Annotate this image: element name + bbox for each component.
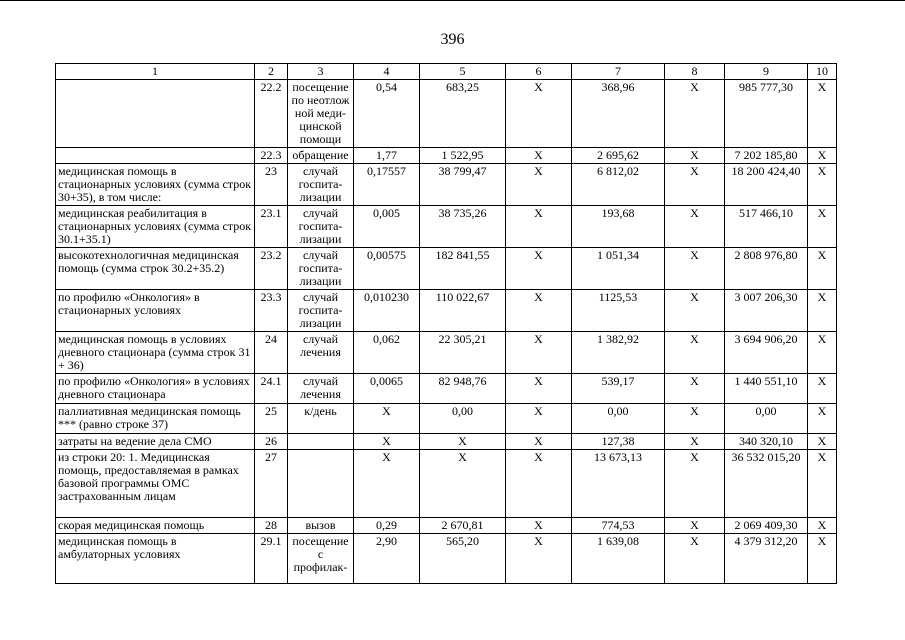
row-value-10: X — [808, 290, 837, 332]
row-value-4: 2,90 — [354, 534, 420, 584]
column-header: 7 — [572, 64, 665, 80]
row-value-8: X — [665, 164, 725, 206]
row-value-7: 13 673,13 — [572, 450, 665, 518]
row-value-6: X — [506, 80, 572, 148]
row-value-9: 7 202 185,80 — [725, 148, 808, 164]
row-value-6: X — [506, 290, 572, 332]
row-unit — [288, 434, 354, 450]
row-value-9: 1 440 551,10 — [725, 374, 808, 404]
top-edge-line — [0, 0, 905, 1]
table-row — [56, 164, 837, 206]
column-header: 9 — [725, 64, 808, 80]
row-number: 23.3 — [255, 290, 288, 332]
row-value-6: X — [506, 164, 572, 206]
budget-table — [55, 63, 837, 584]
row-value-7: 6 812,02 — [572, 164, 665, 206]
row-number: 27 — [255, 450, 288, 518]
row-value-5: 683,25 — [420, 80, 506, 148]
row-number: 24.1 — [255, 374, 288, 404]
row-value-8: X — [665, 534, 725, 584]
table-header-row — [56, 64, 837, 80]
row-number: 25 — [255, 404, 288, 434]
table-row — [56, 518, 837, 534]
row-number: 23.2 — [255, 248, 288, 290]
table-row — [56, 148, 837, 164]
row-value-4: 0,005 — [354, 206, 420, 248]
row-value-4: X — [354, 404, 420, 434]
row-value-7: 0,00 — [572, 404, 665, 434]
row-value-10: X — [808, 206, 837, 248]
table-row — [56, 374, 837, 404]
row-value-5: 22 305,21 — [420, 332, 506, 374]
row-value-9: 0,00 — [725, 404, 808, 434]
row-number: 22.3 — [255, 148, 288, 164]
row-value-5: 38 735,26 — [420, 206, 506, 248]
row-value-4: 0,54 — [354, 80, 420, 148]
column-header: 6 — [506, 64, 572, 80]
row-value-9: 4 379 312,20 — [725, 534, 808, 584]
row-value-9: 517 466,10 — [725, 206, 808, 248]
row-value-6: X — [506, 534, 572, 584]
row-value-6: X — [506, 248, 572, 290]
row-number: 22.2 — [255, 80, 288, 148]
row-value-6: X — [506, 206, 572, 248]
row-value-10: X — [808, 534, 837, 584]
page-number: 396 — [440, 31, 465, 48]
row-value-7: 1125,53 — [572, 290, 665, 332]
row-unit: вызов — [288, 518, 354, 534]
row-value-9: 3 694 906,20 — [725, 332, 808, 374]
table-row — [56, 404, 837, 434]
row-value-8: X — [665, 332, 725, 374]
row-unit: к/день — [288, 404, 354, 434]
row-unit: случай госпита- лизации — [288, 164, 354, 206]
row-value-5: 1 522,95 — [420, 148, 506, 164]
row-value-4: 0,17557 — [354, 164, 420, 206]
row-value-10: X — [808, 248, 837, 290]
row-value-7: 127,38 — [572, 434, 665, 450]
row-value-4: 0,0065 — [354, 374, 420, 404]
row-value-4: 0,010230 — [354, 290, 420, 332]
table-row — [56, 80, 837, 148]
table-row — [56, 290, 837, 332]
row-value-8: X — [665, 206, 725, 248]
row-value-8: X — [665, 80, 725, 148]
row-value-7: 1 382,92 — [572, 332, 665, 374]
column-header: 3 — [288, 64, 354, 80]
row-description — [56, 148, 255, 164]
row-value-6: X — [506, 148, 572, 164]
row-unit: случай лечения — [288, 332, 354, 374]
row-value-9: 3 007 206,30 — [725, 290, 808, 332]
row-unit — [288, 450, 354, 518]
row-value-9: 2 069 409,30 — [725, 518, 808, 534]
row-value-5: 82 948,76 — [420, 374, 506, 404]
row-value-7: 1 639,08 — [572, 534, 665, 584]
row-number: 23.1 — [255, 206, 288, 248]
column-header: 10 — [808, 64, 837, 80]
row-value-8: X — [665, 374, 725, 404]
row-value-5: 110 022,67 — [420, 290, 506, 332]
row-unit: случай госпита- лизации — [288, 248, 354, 290]
row-unit: случай госпита- лизации — [288, 206, 354, 248]
column-header: 2 — [255, 64, 288, 80]
row-description: медицинская помощь в условиях дневного стационара (сумма строк 31 + 36) — [56, 332, 255, 374]
row-number: 23 — [255, 164, 288, 206]
table-row — [56, 534, 837, 584]
row-unit: случай госпита- лизации — [288, 290, 354, 332]
row-unit: обращение — [288, 148, 354, 164]
row-value-8: X — [665, 518, 725, 534]
row-value-9: 18 200 424,40 — [725, 164, 808, 206]
row-description: по профилю «Онкология» в стационарных условиях — [56, 290, 255, 332]
row-value-10: X — [808, 148, 837, 164]
row-value-4: X — [354, 434, 420, 450]
row-description: затраты на ведение дела СМО — [56, 434, 255, 450]
row-value-6: X — [506, 450, 572, 518]
row-unit: посещение по неотлож ной меди- цинской помощи — [288, 80, 354, 148]
row-number: 29.1 — [255, 534, 288, 584]
row-value-9: 2 808 976,80 — [725, 248, 808, 290]
row-value-6: X — [506, 332, 572, 374]
column-header: 1 — [56, 64, 255, 80]
row-description: паллиативная медицинская помощь *** (равно строке 37) — [56, 404, 255, 434]
row-value-6: X — [506, 374, 572, 404]
row-value-7: 2 695,62 — [572, 148, 665, 164]
column-header: 5 — [420, 64, 506, 80]
row-value-5: 38 799,47 — [420, 164, 506, 206]
row-value-5: 182 841,55 — [420, 248, 506, 290]
row-value-7: 539,17 — [572, 374, 665, 404]
row-value-4: 0,00575 — [354, 248, 420, 290]
table-row — [56, 206, 837, 248]
row-value-7: 193,68 — [572, 206, 665, 248]
row-number: 28 — [255, 518, 288, 534]
row-number: 24 — [255, 332, 288, 374]
row-value-6: X — [506, 404, 572, 434]
row-value-10: X — [808, 404, 837, 434]
row-description: из строки 20: 1. Медицинская помощь, предоставляемая в рамках базовой программы ОМС застрахованным лицам — [56, 450, 255, 518]
row-value-7: 368,96 — [572, 80, 665, 148]
row-description: медицинская помощь в амбулаторных условиях — [56, 534, 255, 584]
row-description: по профилю «Онкология» в условиях дневного стационара — [56, 374, 255, 404]
row-value-8: X — [665, 450, 725, 518]
row-value-7: 1 051,34 — [572, 248, 665, 290]
row-description: высокотехнологичная медицинская помощь (сумма строк 30.2+35.2) — [56, 248, 255, 290]
row-value-9: 36 532 015,20 — [725, 450, 808, 518]
row-description — [56, 80, 255, 148]
row-value-6: X — [506, 518, 572, 534]
row-value-5: 565,20 — [420, 534, 506, 584]
row-value-4: 1,77 — [354, 148, 420, 164]
row-value-10: X — [808, 374, 837, 404]
table-row — [56, 332, 837, 374]
row-value-9: 340 320,10 — [725, 434, 808, 450]
row-value-7: 774,53 — [572, 518, 665, 534]
row-value-8: X — [665, 434, 725, 450]
row-description: медицинская реабилитация в стационарных условиях (сумма строк 30.1+35.1) — [56, 206, 255, 248]
row-value-8: X — [665, 148, 725, 164]
table-row — [56, 450, 837, 518]
row-value-4: 0,062 — [354, 332, 420, 374]
table-row — [56, 434, 837, 450]
column-header: 4 — [354, 64, 420, 80]
row-unit: случай лечения — [288, 374, 354, 404]
row-value-8: X — [665, 248, 725, 290]
row-value-8: X — [665, 290, 725, 332]
column-header: 8 — [665, 64, 725, 80]
row-value-5: X — [420, 434, 506, 450]
row-value-10: X — [808, 434, 837, 450]
row-value-10: X — [808, 518, 837, 534]
row-value-9: 985 777,30 — [725, 80, 808, 148]
row-value-5: X — [420, 450, 506, 518]
row-unit: посещение с профилак- — [288, 534, 354, 584]
row-description: скорая медицинская помощь — [56, 518, 255, 534]
row-value-4: X — [354, 450, 420, 518]
row-value-10: X — [808, 80, 837, 148]
row-description: медицинская помощь в стационарных условиях (сумма строк 30+35), в том числе: — [56, 164, 255, 206]
row-value-4: 0,29 — [354, 518, 420, 534]
row-value-5: 0,00 — [420, 404, 506, 434]
row-value-10: X — [808, 450, 837, 518]
table-row — [56, 248, 837, 290]
row-value-10: X — [808, 332, 837, 374]
row-value-5: 2 670,81 — [420, 518, 506, 534]
row-value-8: X — [665, 404, 725, 434]
row-value-10: X — [808, 164, 837, 206]
row-value-6: X — [506, 434, 572, 450]
row-number: 26 — [255, 434, 288, 450]
